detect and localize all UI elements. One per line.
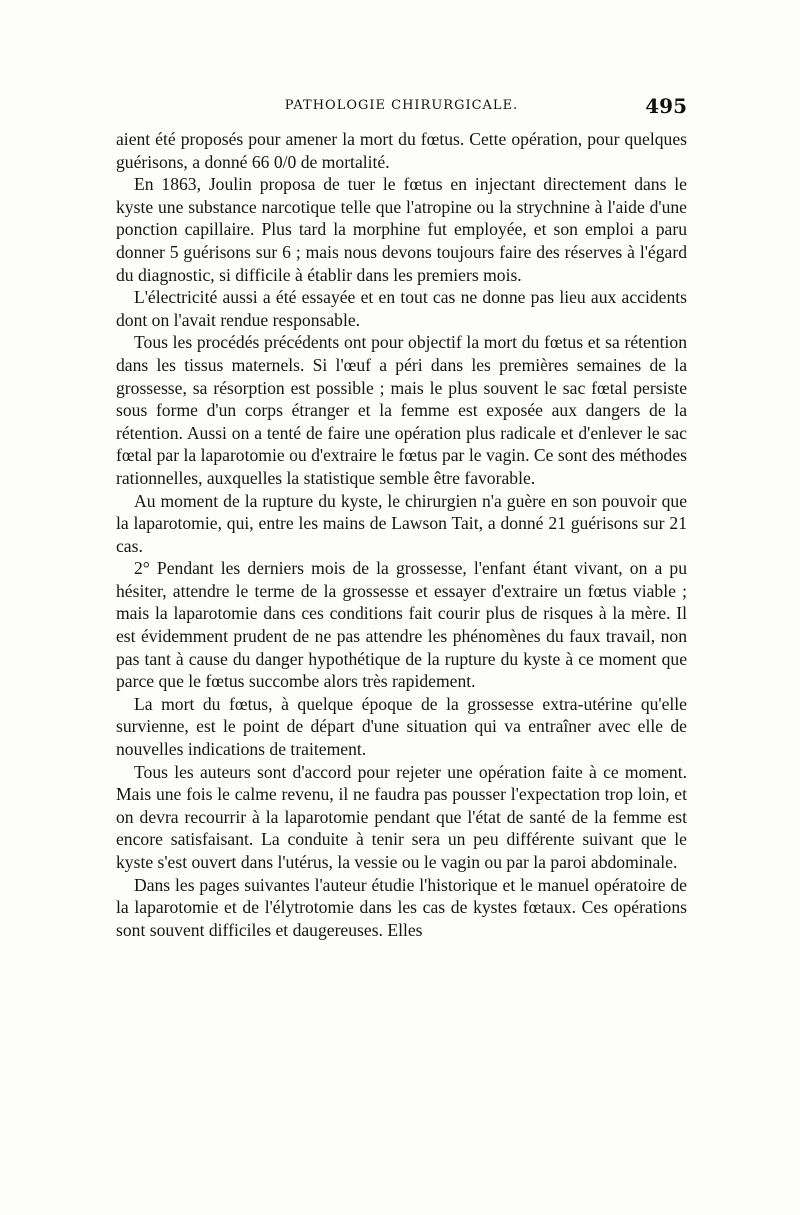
running-title: PATHOLOGIE CHIRURGICALE.: [284, 98, 519, 113]
paragraph: Dans les pages suivantes l'auteur étudie l'historique et le manuel opératoire de la laparotomie et de l'élytrotomie dans les cas de kystes fœtaux. Ces opérations sont souvent difficiles et daugereuses. Elles: [116, 874, 687, 940]
paragraph: Au moment de la rupture du kyste, le chirurgien n'a guère en son pouvoir que la laparotomie, qui, entre les mains de Lawson Tait, a donné 21 guérisons sur 21 cas.: [116, 490, 687, 556]
paragraph: L'électricité aussi a été essayée et en tout cas ne donne pas lieu aux accidents dont on l'avait rendue responsable.: [116, 287, 687, 330]
body-text: [116, 128, 687, 941]
paragraph: La mort du fœtus, à quelque époque de la grossesse extra-utérine qu'elle survienne, est le point de départ d'une situation qui va entraîner avec elle de nouvelles indications de traitement.: [116, 693, 687, 760]
paragraph: Tous les procédés précédents ont pour objectif la mort du fœtus et sa rétention dans les tissus maternels. Si l'œuf a péri dans les premières semaines de la grossesse, sa résorption est possible ; mais le plus souvent le sac fœtal persiste sous forme d'un corps étranger et la femme est exposée aux dangers de la rétention. Aussi on a tenté de faire une opération plus radicale et d'enlever le sac fœtal par la laparotomie ou d'extraire le fœtus par le vagin. Ce sont des méthodes rationnelles, auxquelles la statistique semble être favorable.: [116, 332, 687, 488]
paragraph: aient été proposés pour amener la mort du fœtus. Cette opération, pour quelques guérisons, a donné 66 0/0 de mortalité.: [116, 129, 687, 172]
paragraph: En 1863, Joulin proposa de tuer le fœtus en injectant directement dans le kyste une substance narcotique telle que l'atropine ou la strychnine à l'aide d'une ponction capillaire. Plus tard la morphine fut employée, et son emploi a paru donner 5 guérisons sur 6 ; mais nous devons toujours faire des réserves à l'égard du diagnostic, si difficile à établir dans les premiers mois.: [116, 174, 687, 285]
page-number: 495: [645, 94, 687, 118]
paragraph: Tous les auteurs sont d'accord pour rejeter une opération faite à ce moment. Mais une fois le calme revenu, il ne faudra pas pousser l'expectation trop loin, et on devra recourrir à la laparotomie pendant que l'état de santé de la femme est encore satisfaisant. La conduite à tenir sera un peu différente suivant que le kyste s'est ouvert dans l'utérus, la vessie ou le vagin ou par la paroi abdominale.: [116, 761, 687, 872]
paragraph: 2° Pendant les derniers mois de la grossesse, l'enfant étant vivant, on a pu hésiter, attendre le terme de la grossesse et essayer d'extraire un fœtus viable ; mais la laparotomie dans ces conditions fait courir plus de risques à la mère. Il est évidemment prudent de ne pas attendre les phénomènes du faux travail, non pas tant à cause du danger hypothétique de la rupture du kyste à ce moment que parce que le fœtus succombe alors très rapidement.: [116, 558, 687, 692]
page-header: [116, 96, 687, 120]
